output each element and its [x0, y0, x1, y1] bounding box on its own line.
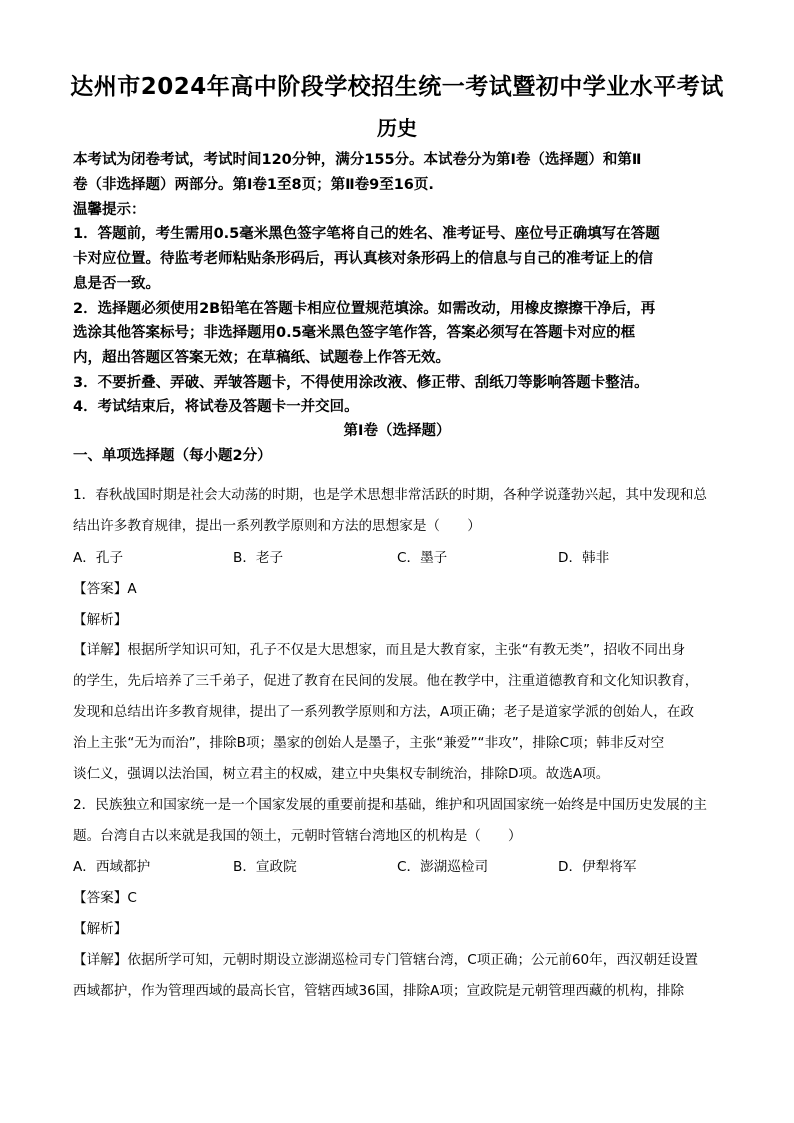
- q2-analysis: 【解析】: [73, 921, 128, 937]
- q1-stem: 结出许多教育规律，提出一系列教学原则和方法的思想家是（ ）: [73, 518, 481, 534]
- q1-detail: 治上主张“无为而治”，排除B项；墨家的创始人是墨子，主张“兼爱”“非攻”，排除C项；韩非反对空: [73, 735, 665, 751]
- subject-title: 历史: [377, 116, 417, 140]
- q2-option-a: A．西域都护: [73, 859, 151, 875]
- intro-line-2: 卷（非选择题）两部分。第Ⅰ卷1至8页；第Ⅱ卷9至16页.: [73, 177, 434, 193]
- q2-option-b: B．宣政院: [233, 859, 297, 875]
- notice-line: 1．答题前，考生需用0.5毫米黑色签字笔将自己的姓名、准考证号、座位号正确填写在答题: [73, 226, 660, 242]
- notice-line: 3．不要折叠、弄破、弄皱答题卡，不得使用涂改液、修正带、刮纸刀等影响答题卡整洁。: [73, 375, 649, 391]
- q1-stem: 1．春秋战国时期是社会大动荡的时期，也是学术思想非常活跃的时期，各种学说蓬勃兴起，其中发现和总: [73, 487, 707, 503]
- q1-analysis: 【解析】: [73, 612, 128, 628]
- section-heading: 一、单项选择题（每小题2分）: [73, 448, 272, 464]
- exam-title: 达州市2024年高中阶段学校招生统一考试暨初中学业水平考试: [70, 74, 724, 100]
- q1-detail: 发现和总结出许多教育规律，提出了一系列教学原则和方法，A项正确；老子是道家学派的创始人，在政: [73, 704, 695, 720]
- notice-line: 内，超出答题区答案无效；在草稿纸、试题卷上作答无效。: [73, 350, 450, 366]
- q2-option-c: C．澎湖巡检司: [397, 859, 489, 875]
- q1-detail: 谈仁义，强调以法治国，树立君主的权威，建立中央集权专制统治，排除D项。故选A项。: [73, 766, 610, 782]
- notice-heading: 温馨提示：: [73, 202, 146, 218]
- q1-detail: 的学生，先后培养了三千弟子，促进了教育在民间的发展。他在教学中，注重道德教育和文化知识教育，: [73, 673, 699, 689]
- q2-stem: 2．民族独立和国家统一是一个国家发展的重要前提和基础，维护和巩固国家统一始终是中国历史发展的主: [73, 797, 707, 813]
- q1-option-a: A．孔子: [73, 550, 124, 566]
- notice-line: 息是否一致。: [73, 276, 160, 292]
- q2-answer: 【答案】C: [73, 890, 137, 906]
- q1-detail: 【详解】根据所学知识可知，孔子不仅是大思想家，而且是大教育家，主张“有教无类”，招收不同出身: [73, 642, 686, 658]
- q2-stem: 题。台湾自古以来就是我国的领土，元朝时管辖台湾地区的机构是（ ）: [73, 828, 522, 844]
- q2-option-d: D．伊犁将军: [558, 859, 637, 875]
- q1-option-c: C．墨子: [397, 550, 448, 566]
- notice-line: 4．考试结束后，将试卷及答题卡一并交回。: [73, 399, 359, 415]
- notice-line: 2．选择题必须使用2B铅笔在答题卡相应位置规范填涂。如需改动，用橡皮擦擦干净后，再: [73, 301, 656, 317]
- intro-line-1: 本考试为闭卷考试，考试时间120分钟，满分155分。本试卷分为第Ⅰ卷（选择题）和第Ⅱ: [73, 152, 642, 168]
- q1-option-b: B．老子: [233, 550, 284, 566]
- q2-detail: 【详解】依据所学可知，元朝时期设立澎湖巡检司专门管辖台湾，C项正确；公元前60年，西汉朝廷设置: [73, 952, 698, 968]
- notice-line: 选涂其他答案标号；非选择题用0.5毫米黑色签字笔作答，答案必须写在答题卡对应的框: [73, 325, 636, 341]
- q1-option-d: D．韩非: [558, 550, 610, 566]
- notice-line: 卡对应位置。待监考老师粘贴条形码后，再认真核对条形码上的信息与自己的准考证上的信: [73, 251, 653, 267]
- q2-detail: 西域都护，作为管理西域的最高长官，管辖西域36国，排除A项；宣政院是元朝管理西藏的机构，排除: [73, 983, 685, 999]
- q1-answer: 【答案】A: [73, 581, 137, 597]
- part1-title: 第Ⅰ卷（选择题）: [343, 423, 451, 439]
